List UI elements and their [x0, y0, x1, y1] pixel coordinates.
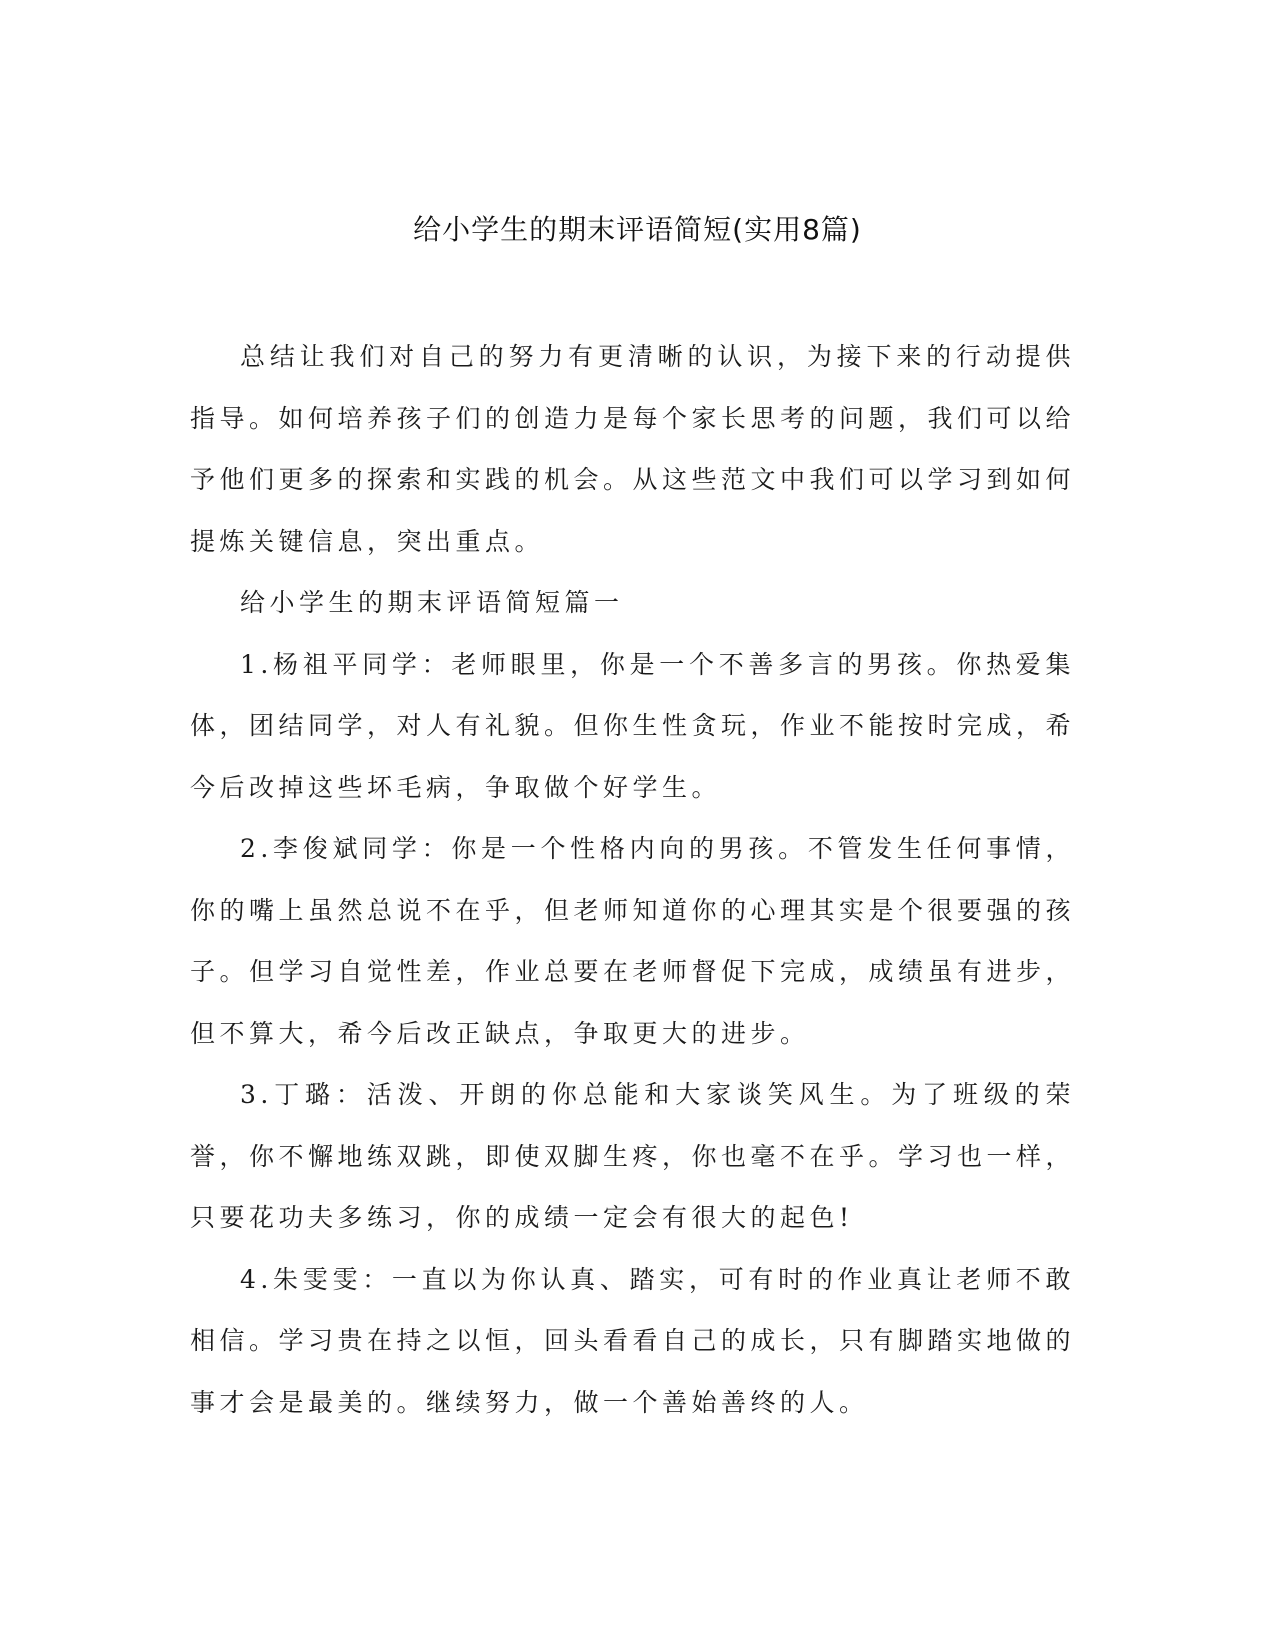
- document-title: 给小学生的期末评语简短(实用8篇): [413, 213, 862, 246]
- section-heading: 给小学生的期末评语简短篇一: [240, 588, 624, 617]
- intro-paragraph: 总结让我们对自己的努力有更清晰的认识，为接下来的行动提供指导。如何培养孩子们的创造力是每个家长思考的问题，我们可以给予他们更多的探索和实践的机会。从这些范文中我们可以学习到如何提炼关键信息，突出重点。: [190, 342, 1076, 556]
- comment-paragraph-3: 3.丁璐：活泼、开朗的你总能和大家谈笑风生。为了班级的荣誉，你不懈地练双跳，即使双脚生疼，你也毫不在乎。学习也一样，只要花功夫多练习，你的成绩一定会有很大的起色!: [190, 1080, 1076, 1232]
- comment-paragraph-2: 2.李俊斌同学：你是一个性格内向的男孩。不管发生任何事情，你的嘴上虽然总说不在乎，但老师知道你的心理其实是个很要强的孩子。但学习自觉性差，作业总要在老师督促下完成，成绩虽有进步，但不算大，希今后改正缺点，争取更大的进步。: [190, 834, 1076, 1048]
- document-body: [190, 326, 1075, 1433]
- comment-paragraph-1: 1.杨祖平同学：老师眼里，你是一个不善多言的男孩。你热爱集体，团结同学，对人有礼貌。但你生性贪玩，作业不能按时完成，希今后改掉这些坏毛病，争取做个好学生。: [190, 649, 1076, 802]
- comment-paragraph-4: 4.朱雯雯：一直以为你认真、踏实，可有时的作业真让老师不敢相信。学习贵在持之以恒，回头看看自己的成长，只有脚踏实地做的事才会是最美的。继续努力，做一个善始善终的人。: [190, 1264, 1076, 1417]
